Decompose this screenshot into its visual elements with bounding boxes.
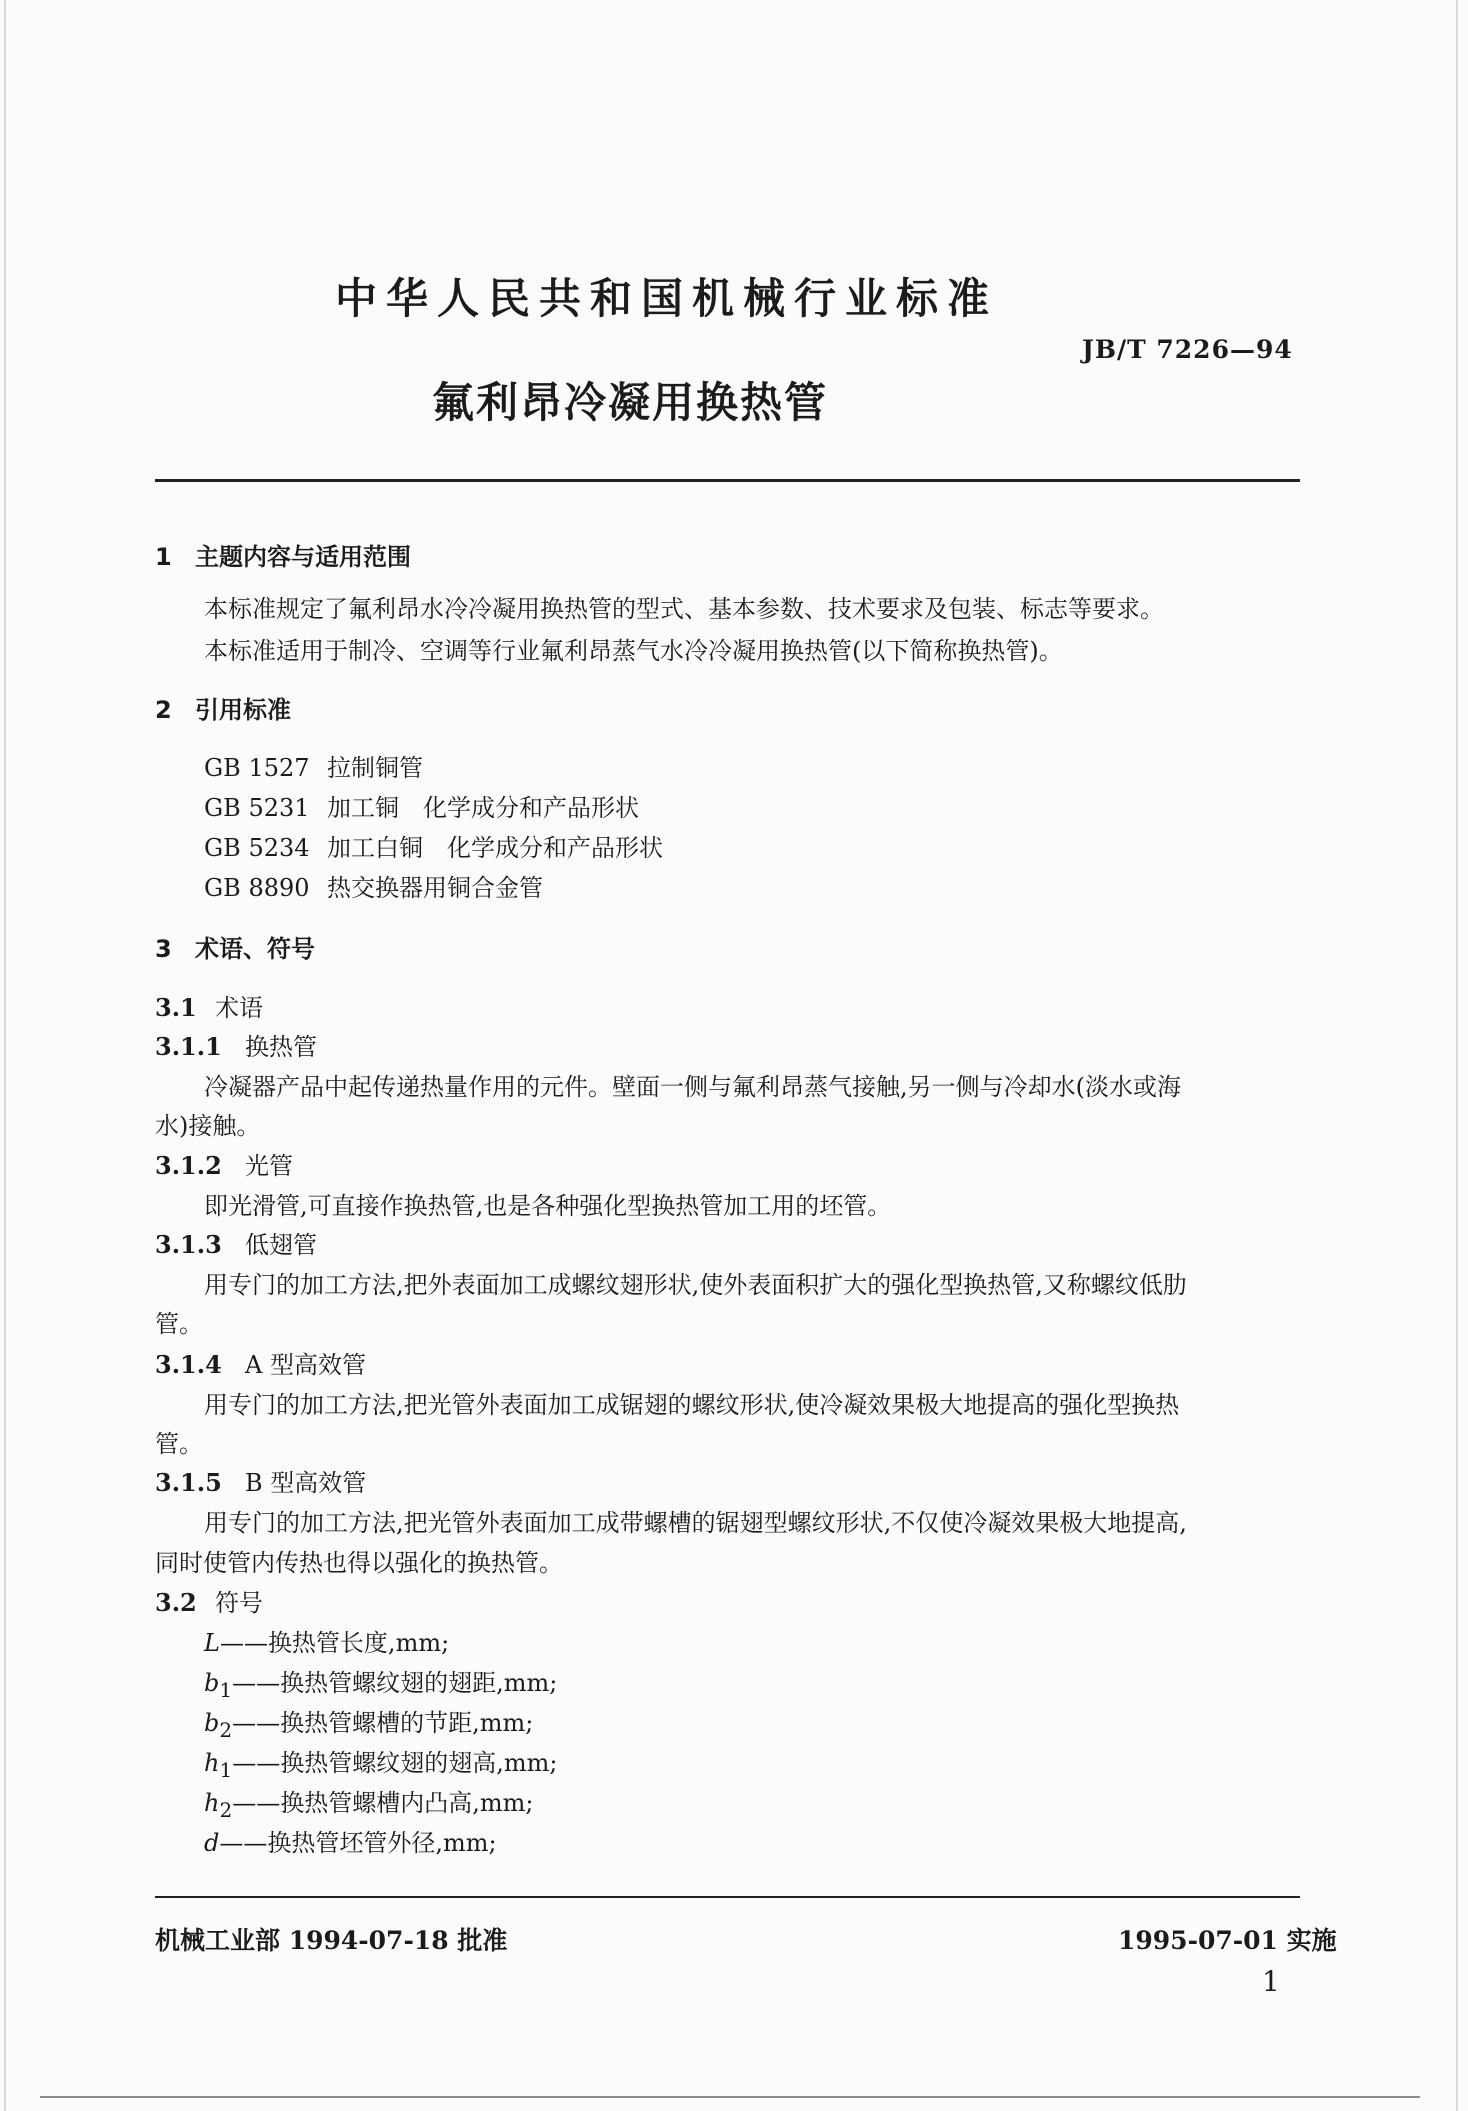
term-definition-line: 管。: [155, 1430, 203, 1458]
section-title: 主题内容与适用范围: [195, 543, 411, 571]
reference-item: [204, 788, 639, 823]
subsection-number: 3.1.2: [155, 1151, 222, 1180]
term-definition-line: 同时使管内传热也得以强化的换热管。: [155, 1549, 563, 1577]
section-1-heading: [155, 537, 411, 572]
reference-code: GB 1527: [204, 754, 310, 782]
subsection-title: A 型高效管: [245, 1351, 366, 1379]
header-rule: [155, 479, 1300, 482]
term-definition-line: 用专门的加工方法,把光管外表面加工成带螺槽的锯翅型螺纹形状,不仅使冷凝效果极大地提高,: [204, 1509, 1187, 1537]
subsection-3-1-heading: [155, 988, 263, 1023]
section-1-paragraph-1: 本标准规定了氟利昂水冷冷凝用换热管的型式、基本参数、技术要求及包装、标志等要求。: [204, 595, 1164, 623]
reference-name: 热交换器用铜合金管: [327, 874, 543, 902]
symbol: h: [204, 1749, 220, 1777]
subsection-number: 3.1.5: [155, 1468, 222, 1497]
subsection-title: 符号: [215, 1589, 263, 1617]
reference-item: [204, 828, 663, 863]
reference-name: 拉制铜管: [327, 754, 423, 782]
reference-item: [204, 748, 423, 783]
symbol-description: ——换热管螺纹翅的翅高,mm;: [232, 1749, 558, 1777]
subsection-3-2-heading: [155, 1583, 263, 1618]
subsection-title: B 型高效管: [245, 1469, 367, 1497]
symbol-subscript: 2: [219, 1797, 233, 1822]
symbol-description: ——换热管长度,mm;: [219, 1629, 450, 1657]
symbol-subscript: 2: [219, 1717, 233, 1742]
subsection-number: 3.1.4: [155, 1350, 222, 1379]
symbol: b: [204, 1709, 220, 1737]
term-definition-line: 冷凝器产品中起传递热量作用的元件。壁面一侧与氟利昂蒸气接触,另一侧与冷却水(淡水或海: [204, 1073, 1181, 1101]
section-1-paragraph-2: 本标准适用于制冷、空调等行业氟利昂蒸气水冷冷凝用换热管(以下简称换热管)。: [204, 637, 1063, 665]
symbol-item: [204, 1743, 557, 1782]
subsection-number: 3.1: [155, 993, 197, 1022]
term-definition-line: 水)接触。: [155, 1112, 261, 1140]
reference-name: 加工白铜 化学成分和产品形状: [327, 834, 663, 862]
section-number: 2: [155, 696, 172, 724]
standard-category-title: 中华人民共和国机械行业标准: [335, 274, 999, 323]
document-title: 氟利昂冷凝用换热管: [432, 378, 829, 427]
subsection-3-1-1-heading: [155, 1027, 317, 1062]
subsection-3-1-5-heading: [155, 1463, 366, 1498]
subsection-3-1-3-heading: [155, 1225, 317, 1260]
subsection-number: 3.1.1: [155, 1032, 222, 1061]
term-definition-line: 用专门的加工方法,把外表面加工成螺纹翅形状,使外表面积扩大的强化型换热管,又称螺纹低肋: [204, 1271, 1187, 1299]
section-2-heading: [155, 690, 291, 725]
scan-edge-right: [1456, 0, 1458, 2111]
section-title: 引用标准: [195, 696, 291, 724]
effective-date: 1995-07-01 实施: [1118, 1926, 1337, 1955]
reference-name: 加工铜 化学成分和产品形状: [327, 794, 639, 822]
symbol-description: ——换热管坯管外径,mm;: [219, 1829, 497, 1857]
term-definition-line: 即光滑管,可直接作换热管,也是各种强化型换热管加工用的坯管。: [204, 1192, 892, 1220]
subsection-title: 换热管: [245, 1033, 317, 1061]
symbol-item: [204, 1783, 533, 1822]
symbol: h: [204, 1789, 220, 1817]
reference-code: GB 5234: [204, 834, 310, 862]
subsection-title: 光管: [245, 1152, 293, 1180]
symbol-item: [204, 1623, 449, 1662]
subsection-number: 3.2: [155, 1588, 197, 1617]
reference-item: [204, 868, 543, 903]
reference-code: GB 5231: [204, 794, 310, 822]
subsection-title: 术语: [215, 994, 263, 1022]
subsection-3-1-2-heading: [155, 1146, 293, 1181]
approval-statement: 机械工业部 1994-07-18 批准: [155, 1926, 508, 1955]
symbol: d: [204, 1829, 220, 1857]
page-number: 1: [1262, 1965, 1280, 1998]
symbol-subscript: 1: [219, 1757, 233, 1782]
section-title: 术语、符号: [195, 935, 315, 963]
reference-code: GB 8890: [204, 874, 310, 902]
scan-bottom-line: [40, 2096, 1420, 2098]
symbol-item: [204, 1823, 497, 1862]
term-definition-line: 用专门的加工方法,把光管外表面加工成锯翅的螺纹形状,使冷凝效果极大地提高的强化型换热: [204, 1391, 1180, 1419]
subsection-title: 低翅管: [245, 1231, 317, 1259]
symbol: b: [204, 1669, 220, 1697]
subsection-number: 3.1.3: [155, 1230, 222, 1259]
symbol-description: ——换热管螺纹翅的翅距,mm;: [232, 1669, 558, 1697]
symbol: L: [204, 1629, 220, 1657]
scan-edge-left: [4, 0, 6, 2111]
symbol-description: ——换热管螺槽的节距,mm;: [232, 1709, 534, 1737]
symbol-subscript: 1: [219, 1677, 233, 1702]
symbol-description: ——换热管螺槽内凸高,mm;: [232, 1789, 534, 1817]
section-3-heading: [155, 929, 315, 964]
symbol-item: [204, 1703, 533, 1742]
document-number: JB/T 7226—94: [1082, 335, 1293, 364]
section-number: 1: [155, 543, 172, 571]
subsection-3-1-4-heading: [155, 1345, 366, 1380]
footer-rule: [155, 1896, 1300, 1898]
section-number: 3: [155, 935, 172, 963]
term-definition-line: 管。: [155, 1310, 203, 1338]
symbol-item: [204, 1663, 557, 1702]
